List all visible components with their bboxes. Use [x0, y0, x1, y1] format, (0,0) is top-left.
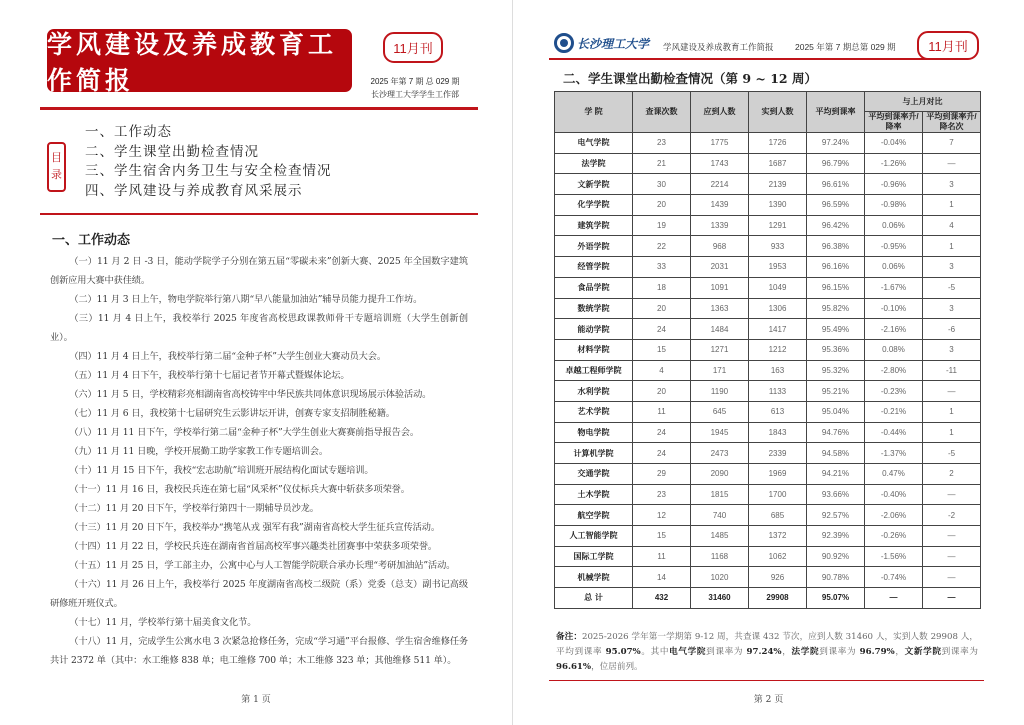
- total-row: [555, 588, 981, 609]
- data-cell: 1020: [691, 567, 749, 588]
- data-cell: 90.78%: [807, 567, 865, 588]
- data-cell: —: [923, 484, 981, 505]
- data-cell: -0.44%: [865, 422, 923, 443]
- note-text: 到课率为: [819, 647, 860, 657]
- college-cell: 国际工学院: [555, 546, 633, 567]
- table-row: [555, 546, 981, 567]
- data-cell: 0.08%: [865, 339, 923, 360]
- col-rate-change: 平均到课率升/降率: [865, 112, 923, 133]
- college-cell: 食品学院: [555, 277, 633, 298]
- data-cell: 20: [633, 195, 691, 216]
- data-cell: -2.16%: [865, 319, 923, 340]
- data-cell: -0.21%: [865, 401, 923, 422]
- news-item: （九）11 月 11 日晚，学校开展勤工助学家教工作专题培训会。: [69, 446, 328, 457]
- table-row: [555, 133, 981, 154]
- edition-badge: 11月刊: [917, 31, 979, 60]
- data-cell: 94.21%: [807, 464, 865, 485]
- data-cell: 20: [633, 381, 691, 402]
- data-cell: 96.15%: [807, 277, 865, 298]
- data-cell: 2214: [691, 174, 749, 195]
- note-college: 文新学院: [904, 647, 942, 657]
- news-item: （十五）11 月 25 日，学工部主办，公寓中心与人工智能学院联合承办长理“考研加油站”活动。: [69, 560, 456, 571]
- data-cell: —: [923, 588, 981, 609]
- college-cell: 物电学院: [555, 422, 633, 443]
- college-cell: 交通学院: [555, 464, 633, 485]
- data-cell: 1843: [749, 422, 807, 443]
- table-row: [555, 567, 981, 588]
- data-cell: 1687: [749, 153, 807, 174]
- data-cell: —: [923, 567, 981, 588]
- data-cell: 2: [923, 464, 981, 485]
- issue-number: 2025 年第 7 期总第 029 期: [795, 42, 896, 52]
- table-row: [555, 401, 981, 422]
- data-cell: 95.21%: [807, 381, 865, 402]
- data-cell: 1953: [749, 257, 807, 278]
- data-cell: -0.26%: [865, 526, 923, 547]
- data-cell: 2339: [749, 443, 807, 464]
- data-cell: 14: [633, 567, 691, 588]
- note-text: 2025-2026 学年第一学期第 9-12 周，共查课 432 节次，应到人数 31460 人，实到人数 29908 人，平均到课率: [556, 632, 978, 657]
- note-avg-rate: 95.07%: [605, 647, 641, 657]
- data-cell: 29908: [749, 588, 807, 609]
- data-cell: 1: [923, 401, 981, 422]
- data-cell: 1726: [749, 133, 807, 154]
- col-rate: 平均到课率: [807, 92, 865, 133]
- college-cell: 建筑学院: [555, 215, 633, 236]
- section-title: 一、工作动态: [52, 233, 131, 248]
- news-item: （十七）11 月，学校举行第十届美食文化节。: [69, 617, 257, 628]
- data-cell: 95.49%: [807, 319, 865, 340]
- data-cell: —: [923, 546, 981, 567]
- data-cell: 95.07%: [807, 588, 865, 609]
- newsletter-title-banner: 学风建设及养成教育工作简报: [47, 29, 352, 92]
- news-item: （十）11 月 15 日下午，我校“宏志助航”培训班开展结构化面试专题培训。: [69, 465, 374, 476]
- news-item: （一）11 月 2 日 -3 日，能动学院学子分别在第五届“零碳未来”创新大赛、2025 年全国数字建筑创新应用大赛中获佳绩。: [50, 256, 468, 286]
- news-item: （七）11 月 6 日，我校第十七届研究生云影讲坛开讲，创赛专家支招制胜秘籍。: [69, 408, 395, 419]
- data-cell: 22: [633, 236, 691, 257]
- data-cell: 97.24%: [807, 133, 865, 154]
- data-cell: 96.16%: [807, 257, 865, 278]
- data-cell: 968: [691, 236, 749, 257]
- data-cell: 1133: [749, 381, 807, 402]
- data-cell: 1485: [691, 526, 749, 547]
- running-title: 学风建设及养成教育工作简报: [663, 43, 774, 53]
- data-cell: -0.10%: [865, 298, 923, 319]
- table-row: [555, 360, 981, 381]
- footer-divider: [549, 680, 984, 681]
- table-row: [555, 236, 981, 257]
- note-text: 到课率为: [941, 647, 978, 657]
- data-cell: 92.39%: [807, 526, 865, 547]
- college-cell: 机械学院: [555, 567, 633, 588]
- section-title: 二、学生课堂出勤检查情况（第 9 ~ 12 周）: [563, 71, 817, 86]
- note-college: 法学院: [791, 647, 820, 657]
- publisher: 长沙理工大学学生工作部: [371, 90, 459, 99]
- table-row: [555, 215, 981, 236]
- data-cell: 1168: [691, 546, 749, 567]
- data-cell: -0.40%: [865, 484, 923, 505]
- table-note: [556, 630, 978, 675]
- data-cell: 96.79%: [807, 153, 865, 174]
- data-cell: 1969: [749, 464, 807, 485]
- data-cell: 95.36%: [807, 339, 865, 360]
- data-cell: 94.58%: [807, 443, 865, 464]
- data-cell: -1.56%: [865, 546, 923, 567]
- note-rate: 96.79%: [859, 647, 895, 657]
- college-cell: 卓越工程师学院: [555, 360, 633, 381]
- note-text: ，位居前列。: [591, 662, 643, 672]
- data-cell: 645: [691, 401, 749, 422]
- table-row: [555, 526, 981, 547]
- college-cell: 计算机学院: [555, 443, 633, 464]
- news-item: （十四）11 月 22 日，学校民兵连在湖南省首届高校军事兴趣类社团赛事中荣获多项荣誉。: [69, 541, 437, 552]
- news-item: （三）11 月 4 日上午，我校举行 2025 年度省高校思政课教师骨干专题培训班（大学生创新创业）。: [50, 313, 468, 343]
- data-cell: 23: [633, 133, 691, 154]
- toc-divider: [40, 213, 478, 215]
- data-cell: -2.80%: [865, 360, 923, 381]
- data-cell: -2: [923, 505, 981, 526]
- data-cell: 96.42%: [807, 215, 865, 236]
- data-cell: 1212: [749, 339, 807, 360]
- data-cell: 1363: [691, 298, 749, 319]
- data-cell: 96.61%: [807, 174, 865, 195]
- data-cell: 163: [749, 360, 807, 381]
- data-cell: 1091: [691, 277, 749, 298]
- data-cell: -0.74%: [865, 567, 923, 588]
- table-row: [555, 464, 981, 485]
- data-cell: 4: [923, 215, 981, 236]
- table-row: [555, 257, 981, 278]
- data-cell: 95.32%: [807, 360, 865, 381]
- table-row: [555, 381, 981, 402]
- table-row: [555, 298, 981, 319]
- col-actual: 实到人数: [749, 92, 807, 133]
- data-cell: -0.23%: [865, 381, 923, 402]
- data-cell: -2.06%: [865, 505, 923, 526]
- data-cell: -1.26%: [865, 153, 923, 174]
- data-cell: 18: [633, 277, 691, 298]
- data-cell: 1372: [749, 526, 807, 547]
- news-item: （六）11 月 5 日，学校精彩亮相湖南省高校铸牢中华民族共同体意识现场展示体验活动。: [69, 389, 432, 400]
- college-cell: 法学院: [555, 153, 633, 174]
- data-cell: 2139: [749, 174, 807, 195]
- news-item: （五）11 月 4 日下午，我校举行第十七届记者节开幕式暨媒体论坛。: [69, 370, 350, 381]
- data-cell: 1743: [691, 153, 749, 174]
- note-rate: 96.61%: [556, 662, 592, 672]
- data-cell: 7: [923, 133, 981, 154]
- toc-label: [47, 142, 66, 192]
- data-cell: 3: [923, 174, 981, 195]
- data-cell: 33: [633, 257, 691, 278]
- data-cell: 1700: [749, 484, 807, 505]
- college-cell: 数统学院: [555, 298, 633, 319]
- note-text: ，: [894, 647, 905, 657]
- college-cell: 经管学院: [555, 257, 633, 278]
- data-cell: 23: [633, 484, 691, 505]
- data-cell: 19: [633, 215, 691, 236]
- data-cell: 1815: [691, 484, 749, 505]
- data-cell: -5: [923, 277, 981, 298]
- table-row: [555, 505, 981, 526]
- data-cell: 1: [923, 236, 981, 257]
- data-cell: 95.82%: [807, 298, 865, 319]
- page-number: 第 2 页: [753, 695, 784, 705]
- college-cell: 人工智能学院: [555, 526, 633, 547]
- header-divider: [549, 58, 956, 60]
- col-rank-change: 平均到课率升/降名次: [923, 112, 981, 133]
- data-cell: —: [923, 153, 981, 174]
- issue-info: [360, 75, 470, 101]
- data-cell: -0.96%: [865, 174, 923, 195]
- data-cell: 1339: [691, 215, 749, 236]
- data-cell: 2031: [691, 257, 749, 278]
- news-item: （十一）11 月 16 日，我校民兵连在第七届“风采杯”仪仗标兵大赛中斩获多项荣誉。: [69, 484, 410, 495]
- data-cell: -1.37%: [865, 443, 923, 464]
- data-cell: 0.47%: [865, 464, 923, 485]
- college-cell: 外语学院: [555, 236, 633, 257]
- data-cell: 90.92%: [807, 546, 865, 567]
- data-cell: -0.95%: [865, 236, 923, 257]
- data-cell: 0.06%: [865, 215, 923, 236]
- news-item: （四）11 月 4 日上午，我校举行第二届“金种子杯”大学生创业大赛动员大会。: [69, 351, 386, 362]
- data-cell: 432: [633, 588, 691, 609]
- data-cell: 96.59%: [807, 195, 865, 216]
- data-cell: 92.57%: [807, 505, 865, 526]
- data-cell: 95.04%: [807, 401, 865, 422]
- college-cell: 艺术学院: [555, 401, 633, 422]
- data-cell: -6: [923, 319, 981, 340]
- college-cell: 航空学院: [555, 505, 633, 526]
- data-cell: 93.66%: [807, 484, 865, 505]
- data-cell: 3: [923, 257, 981, 278]
- data-cell: 11: [633, 546, 691, 567]
- toc-label-1: 目: [51, 152, 62, 164]
- data-cell: -1.67%: [865, 277, 923, 298]
- college-cell: 材料学院: [555, 339, 633, 360]
- data-cell: 12: [633, 505, 691, 526]
- data-cell: 685: [749, 505, 807, 526]
- data-cell: -5: [923, 443, 981, 464]
- data-cell: 15: [633, 526, 691, 547]
- toc-item: 一、工作动态: [85, 124, 172, 140]
- toc-item: 二、学生课堂出勤检查情况: [85, 143, 259, 160]
- note-text: 。其中: [640, 647, 670, 657]
- attendance-table: [554, 91, 981, 609]
- table-row: [555, 277, 981, 298]
- issue-number: 2025 年第 7 期 总 029 期: [370, 77, 460, 86]
- data-cell: 613: [749, 401, 807, 422]
- data-cell: 29: [633, 464, 691, 485]
- col-compare: 与上月对比: [865, 92, 981, 112]
- news-item: （十二）11 月 20 日下午，学校举行第四十一期辅导员沙龙。: [69, 503, 319, 514]
- data-cell: 31460: [691, 588, 749, 609]
- news-item: （八）11 月 11 日下午，学校举行第二届“金种子杯”大学生创业大赛赛前指导报告会。: [69, 427, 419, 438]
- data-cell: 94.76%: [807, 422, 865, 443]
- data-cell: 24: [633, 422, 691, 443]
- data-cell: 3: [923, 339, 981, 360]
- table-row: [555, 422, 981, 443]
- table-row: [555, 174, 981, 195]
- data-cell: 1062: [749, 546, 807, 567]
- toc-label-2: 录: [51, 169, 62, 181]
- data-cell: 2473: [691, 443, 749, 464]
- table-row: [555, 195, 981, 216]
- data-cell: 1390: [749, 195, 807, 216]
- col-checks: 查课次数: [633, 92, 691, 133]
- data-cell: 1775: [691, 133, 749, 154]
- header-divider: [40, 107, 478, 110]
- data-cell: 1945: [691, 422, 749, 443]
- note-text: 到课率为: [706, 647, 747, 657]
- table-of-contents: [85, 123, 332, 201]
- data-cell: —: [923, 526, 981, 547]
- page-number: 第 1 页: [241, 695, 271, 705]
- data-cell: 21: [633, 153, 691, 174]
- data-cell: 1291: [749, 215, 807, 236]
- news-item: （十三）11 月 20 日下午，我校举办“携笔从戎 强军有我”湖南省高校大学生征兵宣传活动。: [69, 522, 440, 533]
- data-cell: 20: [633, 298, 691, 319]
- data-cell: 933: [749, 236, 807, 257]
- college-cell: 总 计: [555, 588, 633, 609]
- data-cell: —: [923, 381, 981, 402]
- table-row: [555, 484, 981, 505]
- data-cell: 1: [923, 422, 981, 443]
- news-list: [50, 252, 468, 670]
- data-cell: 3: [923, 298, 981, 319]
- data-cell: 740: [691, 505, 749, 526]
- note-label: 备注：: [556, 632, 582, 642]
- toc-item: 三、学生宿舍内务卫生与安全检查情况: [85, 163, 332, 179]
- data-cell: 30: [633, 174, 691, 195]
- college-cell: 土木学院: [555, 484, 633, 505]
- data-cell: 1306: [749, 298, 807, 319]
- data-cell: -0.98%: [865, 195, 923, 216]
- data-cell: 96.38%: [807, 236, 865, 257]
- data-cell: 11: [633, 401, 691, 422]
- data-cell: 1271: [691, 339, 749, 360]
- news-item: （二）11 月 3 日上午，物电学院举行第八期“早八能量加油站”辅导员能力提升工作坊。: [69, 294, 423, 305]
- news-item: （十六）11 月 26 日上午，我校举行 2025 年度湖南省高校二级院（系）党委（总支）副书记高级研修班开班仪式。: [50, 579, 468, 609]
- college-cell: 化学学院: [555, 195, 633, 216]
- note-text: ，: [781, 647, 792, 657]
- news-item: （十八）11 月，完成学生公寓水电 3 次紧急抢修任务，完成“学习通”平台报修、学生宿舍维修任务共计 2372 单（其中：水工维修 838 单；电工维修 700 单；木工维修 323 单；其他维修 511 单）。: [50, 636, 468, 666]
- data-cell: 171: [691, 360, 749, 381]
- toc-item: 四、学风建设与养成教育风采展示: [85, 182, 303, 199]
- college-cell: 文新学院: [555, 174, 633, 195]
- data-cell: -0.04%: [865, 133, 923, 154]
- data-cell: 2090: [691, 464, 749, 485]
- table-row: [555, 319, 981, 340]
- data-cell: 1417: [749, 319, 807, 340]
- col-college: 学 院: [555, 92, 633, 133]
- college-cell: 能动学院: [555, 319, 633, 340]
- data-cell: 24: [633, 443, 691, 464]
- data-cell: 1: [923, 195, 981, 216]
- logo-text: 长沙理工大学: [577, 36, 650, 51]
- college-cell: 电气学院: [555, 133, 633, 154]
- table-row: [555, 153, 981, 174]
- data-cell: 24: [633, 319, 691, 340]
- data-cell: 1049: [749, 277, 807, 298]
- data-cell: 4: [633, 360, 691, 381]
- table-row: [555, 443, 981, 464]
- data-cell: 15: [633, 339, 691, 360]
- data-cell: 926: [749, 567, 807, 588]
- data-cell: —: [865, 588, 923, 609]
- data-cell: 0.06%: [865, 257, 923, 278]
- data-cell: 1190: [691, 381, 749, 402]
- note-rate: 97.24%: [746, 647, 782, 657]
- col-expected: 应到人数: [691, 92, 749, 133]
- data-cell: 1439: [691, 195, 749, 216]
- university-logo: [554, 33, 649, 53]
- logo-emblem-icon: [554, 33, 574, 53]
- edition-badge: 11月刊: [383, 32, 443, 63]
- table-row: [555, 339, 981, 360]
- note-college: 电气学院: [669, 647, 707, 657]
- college-cell: 水利学院: [555, 381, 633, 402]
- data-cell: -11: [923, 360, 981, 381]
- data-cell: 1484: [691, 319, 749, 340]
